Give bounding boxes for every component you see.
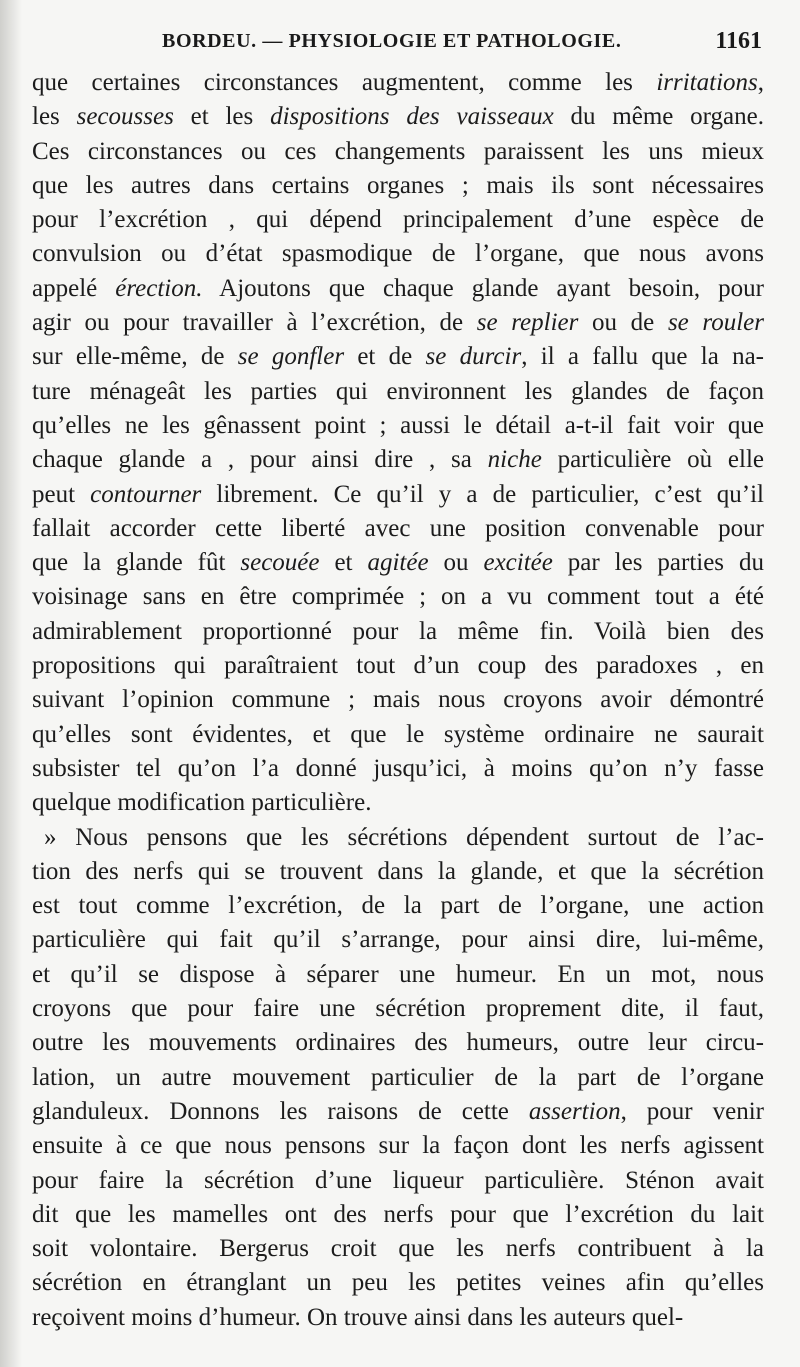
text-line [32,169,764,203]
text-run: est tout comme l’excrétion, de la part de l’organe, une action [32,892,764,920]
text-line [32,1198,764,1232]
text-run: pour faire la sécrétion d’une liqueur particulière. Sténon avait [32,1166,764,1194]
text-line [32,615,764,649]
running-head-title: BORDEU. — PHYSIOLOGIE ET PATHOLOGIE. [162,30,622,52]
text-line [32,203,764,237]
text-run: appelé [32,274,116,302]
text-line [32,100,764,134]
text-line [32,821,764,855]
text-run: agir ou pour travailler à l’excrétion, de [32,309,477,337]
text-line [32,66,764,100]
text-run: sur elle-même, de [32,343,238,371]
text-line [32,306,764,340]
text-line [32,1266,764,1300]
text-line [32,1301,764,1335]
page-gutter-shadow [0,0,22,1367]
page-number: 1161 [715,28,762,54]
text-run: dit que les mamelles ont des nerfs pour que l’excrétion du lait [32,1200,764,1228]
text-line [32,409,764,443]
text-run: sécrétion en étranglant un peu les petites veines afin qu’elles [32,1269,764,1297]
text-run: fallait accorder cette liberté avec une position convenable pour [32,514,764,542]
text-line [32,546,764,580]
text-line [32,272,764,306]
italic-text: niche [487,446,542,474]
text-line [32,443,764,477]
text-line [32,958,764,992]
italic-text: irritations [656,69,758,96]
text-line [32,1026,764,1060]
text-run: ou de [578,309,668,337]
italic-text: contourner [90,480,202,508]
text-run: par les parties du [552,549,764,577]
text-run: admirablement proportionné pour la même fin. Voilà bien des [32,617,764,645]
italic-text: secousses [76,103,174,131]
text-run: ture ménageât les parties qui environnent les glandes de façon [32,377,764,405]
text-run: peut [32,480,91,508]
text-run: et qu’il se dispose à séparer une humeur. En un mot, nous [32,960,764,988]
text-line [32,1129,764,1163]
text-run: » Nous pensons que les sécrétions dépendent surtout de l’ac- [44,823,764,851]
text-run: lation, un autre mouvement particulier de la part de l’organe [32,1063,764,1091]
italic-text: se rouler [667,309,764,337]
text-line [32,135,764,169]
text-run: suivant l’opinion commune ; mais nous croyons avoir démontré [32,686,764,714]
text-run: tion des nerfs qui se trouvent dans la glande, et que la sécrétion [32,857,764,885]
text-run: , il a fallu que la na- [521,343,764,371]
italic-text: érection. [115,274,203,302]
text-line [32,855,764,889]
text-run: qu’elles sont évidentes, et que le système ordinaire ne saurait [32,720,764,748]
italic-text: dispositions des vaisseaux [270,103,554,131]
italic-text: agitée [367,549,429,577]
italic-text: se replier [476,309,579,337]
text-line [32,992,764,1026]
text-run: chaque glande a , pour ainsi dire , sa [32,446,488,474]
italic-text: secouée [240,549,320,577]
italic-text: se gonfler [237,343,345,371]
text-run: pour l’excrétion , qui dépend principalement d’une espèce de [32,206,764,234]
text-line [32,923,764,957]
text-line [32,340,764,374]
text-line [32,752,764,786]
text-run: propositions qui paraîtraient tout d’un coup des paradoxes , en [32,652,764,680]
text-line [32,237,764,271]
text-run: particulière où elle [541,446,764,474]
text-run: que les autres dans certains organes ; mais ils sont nécessaires [32,171,764,199]
text-run: et de [344,343,426,371]
text-run: Ajoutons que chaque glande ayant besoin, pour [202,274,764,302]
text-line [32,683,764,717]
running-head [0,30,800,60]
text-line [32,512,764,546]
text-run: et les [173,103,271,131]
text-line [32,375,764,409]
text-run: glanduleux. Donnons les raisons de cette [32,1097,529,1125]
body-text [32,66,764,1335]
text-line [32,718,764,752]
text-run: , [757,69,764,96]
text-line [32,786,764,820]
text-run: du même organe. [553,103,764,131]
text-run: soit volontaire. Bergerus croit que les nerfs contribuent à la [32,1235,764,1263]
text-run: croyons que pour faire une sécrétion proprement dite, il faut, [32,995,764,1023]
text-run: convulsion ou d’état spasmodique de l’organe, que nous avons [32,240,764,268]
text-run: , pour venir [620,1097,764,1125]
text-line [32,1232,764,1266]
text-line [32,580,764,614]
text-run: et [319,549,368,577]
text-run: ou [428,549,484,577]
text-run: Ces circonstances ou ces changements paraissent les uns mieux [32,137,764,165]
text-line [32,1095,764,1129]
text-run: que certaines circonstances augmentent, comme les [32,69,657,96]
text-line [32,1164,764,1198]
italic-text: assertion [528,1097,621,1125]
text-line [32,649,764,683]
text-run: outre les mouvements ordinaires des humeurs, outre leur circu- [32,1029,764,1057]
text-run: les [32,103,77,131]
text-run: que la glande fût [32,549,241,577]
text-line [32,1061,764,1095]
text-run: subsister tel qu’on l’a donné jusqu’ici, à moins qu’on n’y fasse [32,754,764,782]
italic-text: se durcir [425,343,522,371]
text-run: particulière qui fait qu’il s’arrange, pour ainsi dire, lui-même, [32,926,764,954]
text-line [32,478,764,512]
text-run: reçoivent moins d’humeur. On trouve ainsi dans les auteurs quel- [32,1303,684,1331]
text-run: qu’elles ne les gênassent point ; aussi le détail a-t-il fait voir que [32,411,764,439]
text-line [32,889,764,923]
text-run: voisinage sans en être comprimée ; on a vu comment tout a été [32,583,764,611]
text-run: librement. Ce qu’il y a de particulier, c’est qu’il [201,480,764,508]
text-run: ensuite à ce que nous pensons sur la façon dont les nerfs agissent [32,1132,764,1160]
text-run: quelque modification particulière. [32,789,372,817]
italic-text: excitée [483,549,553,577]
